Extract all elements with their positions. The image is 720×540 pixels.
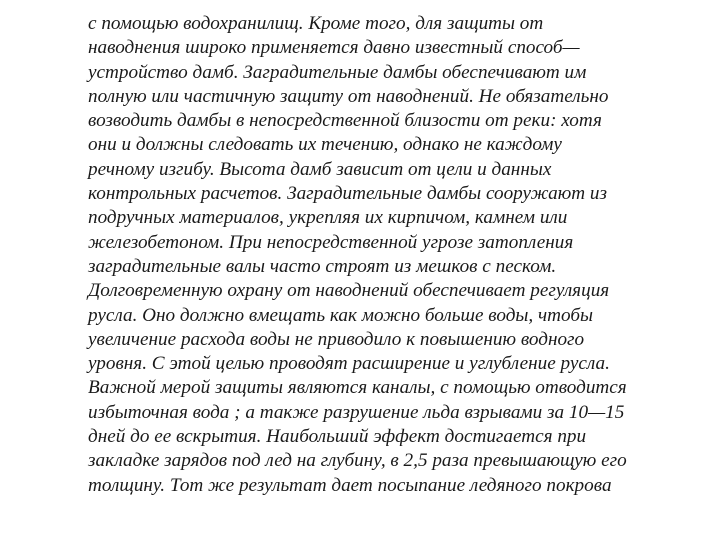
text-line-20: толщину. Тот же результат дает посыпание ледяного покрова bbox=[88, 474, 612, 496]
text-line-1: с помощью водохранилищ. Кроме того, для защиты от bbox=[88, 13, 544, 34]
text-line-11: заградительные валы часто строят из мешков с песком. bbox=[88, 255, 557, 277]
text-line-5: возводить дамбы в непосредственной близости от реки: хотя bbox=[88, 110, 602, 132]
text-line-19: закладке зарядов под лед на глубину, в 2,5 раза превышающую его bbox=[88, 450, 627, 472]
text-line-3: устройство дамб. Заградительные дамбы обеспечивают им bbox=[88, 61, 587, 83]
text-line-2: наводнения широко применяется давно известный способ— bbox=[88, 37, 580, 59]
text-line-16: Важной мерой защиты являются каналы, с помощью отводится bbox=[88, 377, 627, 399]
text-line-4: полную или частичную защиту от наводнений. Не обязательно bbox=[88, 85, 609, 107]
text-line-8: контрольных расчетов. Заградительные дамбы сооружают из bbox=[88, 183, 608, 205]
text-line-7: речному изгибу. Высота дамб зависит от цели и данных bbox=[88, 158, 552, 180]
text-line-9: подручных материалов, укрепляя их кирпичом, камнем или bbox=[88, 207, 568, 229]
text-line-13: русла. Оно должно вмещать как можно больше воды, чтобы bbox=[88, 304, 594, 326]
text-line-17: избыточная вода ; а также разрушение льда взрывами за 10—15 bbox=[88, 401, 625, 423]
body-text bbox=[88, 12, 708, 498]
text-line-10: железобетоном. При непосредственной угрозе затопления bbox=[88, 231, 574, 253]
text-line-12: Долговременную охрану от наводнений обеспечивает регуляция bbox=[88, 280, 610, 302]
text-line-6: они и должны следовать их течению, однако не каждому bbox=[88, 134, 562, 156]
text-line-18: дней до ее вскрытия. Наибольший эффект достигается при bbox=[88, 426, 587, 448]
text-line-15: уровня. С этой целью проводят расширение и углубление русла. bbox=[88, 353, 610, 375]
text-line-14: увеличение расхода воды не приводило к повышению водного bbox=[88, 328, 585, 350]
